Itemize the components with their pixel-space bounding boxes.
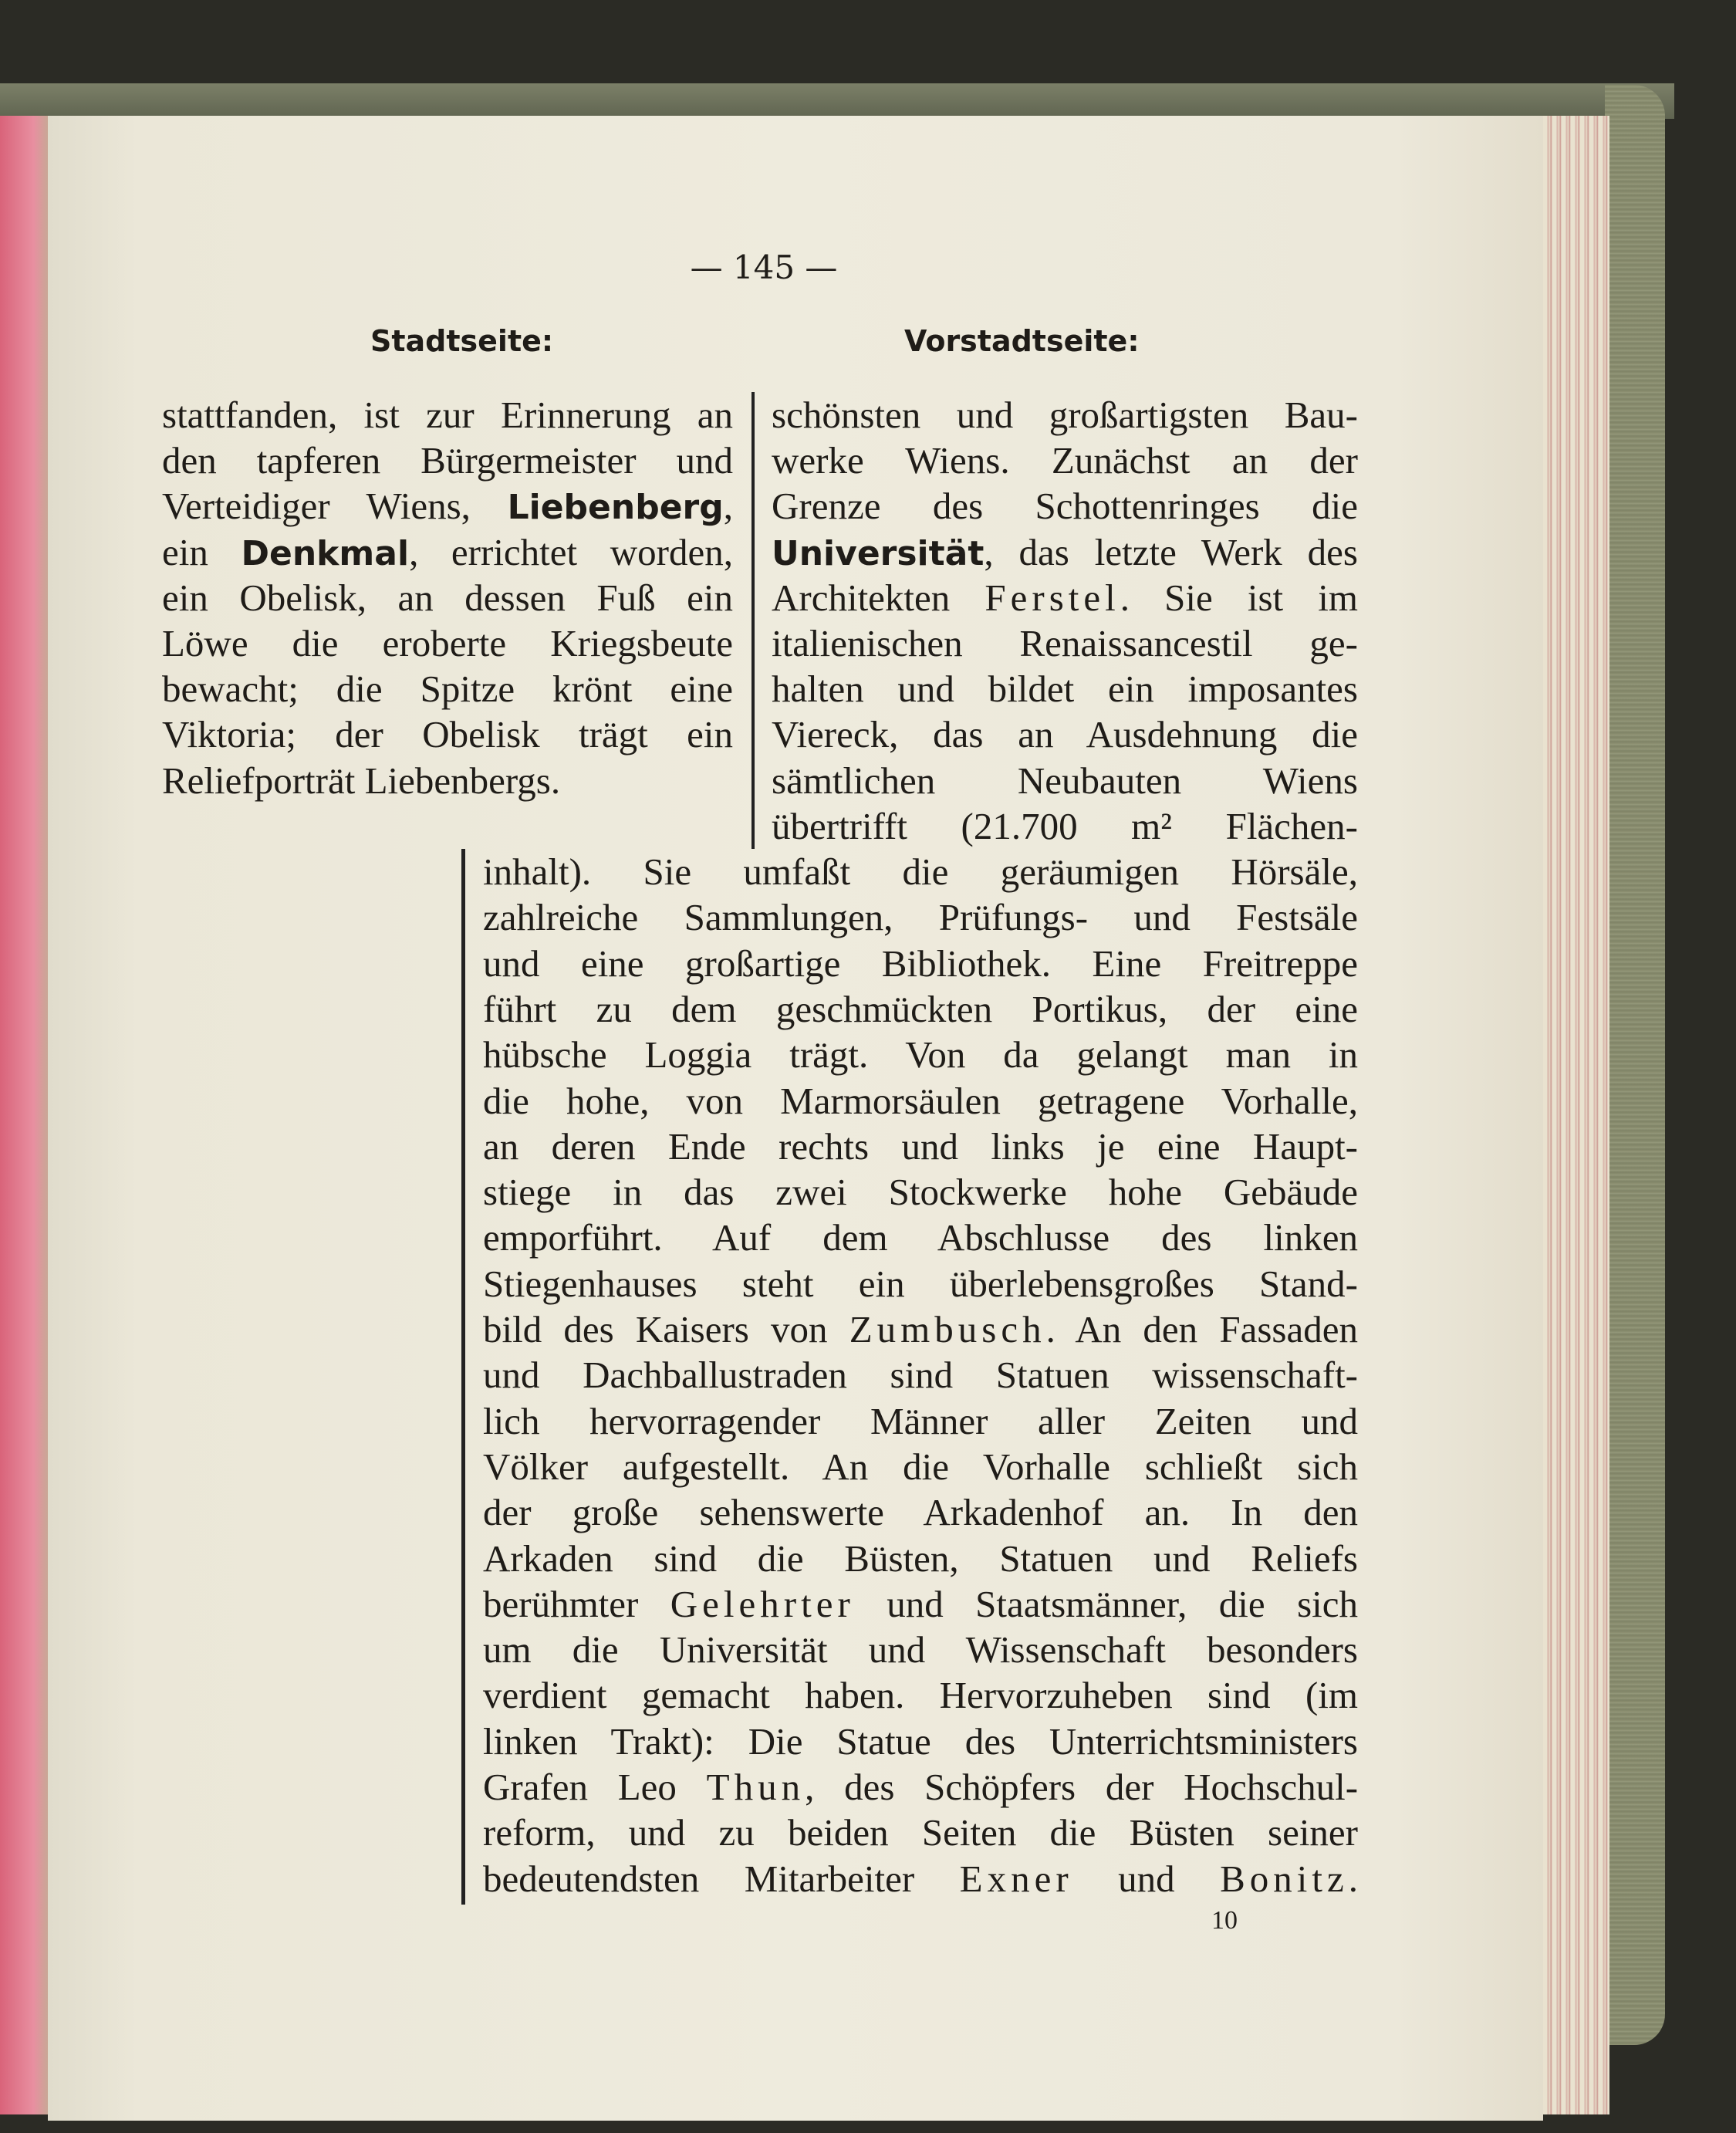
line-text: . Sie ist im <box>1120 576 1358 619</box>
line-text: berühmter <box>483 1582 670 1625</box>
emphasized-term: Liebenberg <box>507 488 724 528</box>
full-width-line: hübsche Loggia trägt. Von da gelangt man in <box>483 1033 1358 1077</box>
full-width-line <box>483 1307 1358 1352</box>
left-column-line: Viktoria; der Obelisk trägt ein <box>162 713 733 756</box>
full-width-line: reform, und zu beiden Seiten die Büsten seiner <box>483 1811 1358 1854</box>
emphasized-term: Exner <box>959 1857 1073 1900</box>
right-column-line: halten und bildet ein imposantes <box>772 668 1358 711</box>
right-column-line: italienischen Renaissancestil ge- <box>772 622 1358 664</box>
line-text: Grafen Leo <box>483 1766 707 1808</box>
column-rule-lower <box>461 849 465 1905</box>
emphasized-term: Thun <box>706 1766 806 1808</box>
line-text: , das letzte Werk des <box>984 530 1358 573</box>
emphasized-term: Gelehrter <box>670 1582 855 1625</box>
full-width-line: emporführt. Auf dem Abschlusse des linken <box>483 1216 1358 1259</box>
emphasized-term: Bonitz <box>1220 1857 1349 1900</box>
left-column-line: Löwe die eroberte Kriegsbeute <box>162 622 733 664</box>
left-page-edge <box>0 116 48 2114</box>
right-column-line: schönsten und großartigsten Bau- <box>772 394 1358 436</box>
line-text: , des Schöpfers der Hochschul- <box>805 1766 1359 1808</box>
left-column-line: bewacht; die Spitze krönt eine <box>162 668 733 711</box>
page-block-edges <box>1543 116 1609 2114</box>
full-width-line <box>483 1856 1358 1901</box>
column-rule-upper <box>751 392 755 849</box>
line-text: bild des Kaisers von <box>483 1308 849 1350</box>
line-text: , errichtet worden, <box>409 530 733 573</box>
right-column-line: Viereck, das an Ausdehnung die <box>772 713 1358 756</box>
book-cover-spine <box>1605 85 1665 2045</box>
heading-vorstadtseite: Vorstadtseite: <box>904 324 1140 358</box>
emphasized-term: Denkmal <box>241 533 410 573</box>
full-width-line: linken Trakt): Die Statue des Unterrichtsministers <box>483 1719 1358 1763</box>
left-column-line: stattfanden, ist zur Erinnerung an <box>162 394 733 436</box>
full-width-line <box>483 1581 1358 1627</box>
full-width-line: Arkaden sind die Büsten, Statuen und Reliefs <box>483 1536 1358 1580</box>
line-text: bedeutendsten Mitarbeiter <box>483 1857 960 1900</box>
line-text: Architekten <box>772 576 985 619</box>
left-column-line <box>162 483 733 529</box>
full-width-line: Völker aufgestellt. An die Vorhalle schließt sich <box>483 1445 1358 1488</box>
left-column-line: den tapferen Bürgermeister und <box>162 439 733 482</box>
heading-stadtseite: Stadtseite: <box>370 324 554 358</box>
right-column-line: sämtlichen Neubauten Wiens <box>772 759 1358 802</box>
left-column-line: Reliefporträt Liebenbergs. <box>162 759 561 802</box>
line-text: Verteidiger Wiens, <box>162 485 508 528</box>
line-text: . <box>1348 1857 1358 1900</box>
right-column-line: Grenze des Schottenringes die <box>772 485 1358 528</box>
line-text: , <box>723 485 733 528</box>
right-column-line <box>772 575 1358 620</box>
right-column-line <box>772 529 1358 575</box>
line-text: und <box>1072 1857 1221 1900</box>
right-column-line: übertrifft (21.700 m² Flächen- <box>772 804 1358 847</box>
book-cover-top <box>0 83 1674 119</box>
full-width-line: die hohe, von Marmorsäulen getragene Vorhalle, <box>483 1079 1358 1122</box>
full-width-line: an deren Ende rechts und links je eine Haupt- <box>483 1124 1358 1168</box>
left-column-line <box>162 529 733 575</box>
full-width-line: inhalt). Sie umfaßt die geräumigen Hörsäle, <box>483 850 1358 893</box>
full-width-line: stiege in das zwei Stockwerke hohe Gebäude <box>483 1171 1358 1214</box>
right-column-line: werke Wiens. Zunächst an der <box>772 439 1358 482</box>
line-text: . An den Fassaden <box>1045 1308 1358 1350</box>
emphasized-term: Zumbusch <box>849 1308 1046 1350</box>
left-column-line: ein Obelisk, an dessen Fuß ein <box>162 576 733 619</box>
full-width-line: und Dachballustraden sind Statuen wissenschaft- <box>483 1354 1358 1397</box>
full-width-line: Stiegenhauses steht ein überlebensgroßes Stand- <box>483 1262 1358 1305</box>
line-text: und Staatsmänner, die sich <box>854 1582 1358 1625</box>
emphasized-term: Universität <box>772 533 985 573</box>
full-width-line: um die Universität und Wissenschaft besonders <box>483 1628 1358 1672</box>
full-width-line: verdient gemacht haben. Hervorzuheben sind (im <box>483 1674 1358 1717</box>
full-width-line: lich hervorragender Männer aller Zeiten und <box>483 1399 1358 1442</box>
page-number: — 145 — <box>690 248 838 286</box>
emphasized-term: Ferstel <box>985 576 1120 619</box>
full-width-line <box>483 1764 1358 1810</box>
full-width-line: der große sehenswerte Arkadenhof an. In den <box>483 1491 1358 1534</box>
line-text: ein <box>162 530 241 573</box>
full-width-line: führt zu dem geschmückten Portikus, der eine <box>483 987 1358 1030</box>
full-width-line: und eine großartige Bibliothek. Eine Freitreppe <box>483 941 1358 985</box>
signature-mark: 10 <box>1211 1906 1238 1935</box>
full-width-line: zahlreiche Sammlungen, Prüfungs- und Festsäle <box>483 896 1358 939</box>
